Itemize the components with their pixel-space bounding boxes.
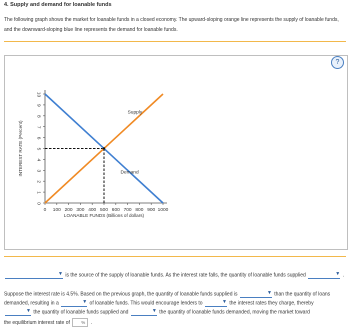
q2-text-4: of loanable funds. This would encourage lenders to (89, 300, 203, 307)
question-intro: The following graph shows the market for loanable funds in a closed economy. The upward-sloping orange line represents the supply of loanable funds, and the downward-sloping blue line represents the demand for loanable funds. (4, 17, 339, 33)
quantity-supplied-dropdown[interactable] (308, 271, 340, 279)
y-tick-label: 8 (35, 114, 41, 118)
q2-text-6: the quantity of loanable funds supplied and (33, 309, 129, 316)
question-2-line-4 (4, 318, 92, 327)
question-2-line-3 (4, 308, 310, 316)
q1-text: is the source of the supply of loanable funds. As the interest rate falls, the quantity of loanable funds supplied (65, 272, 306, 279)
q2-text-2: than the quantity of loans (274, 291, 331, 298)
graph-panel (4, 55, 348, 250)
supplied-change-dropdown[interactable] (5, 308, 31, 316)
x-tick-label: 800 (135, 208, 144, 213)
equilibrium-point (103, 147, 105, 149)
x-tick-label: 400 (88, 208, 97, 213)
x-tick-label: 1000 (157, 208, 169, 213)
supplied-comparison-dropdown[interactable] (240, 290, 272, 298)
source-dropdown[interactable] (5, 271, 63, 279)
help-icon[interactable]: ? (331, 56, 344, 69)
chevron-down-icon: ▼ (266, 290, 272, 296)
equilibrium-rate-input[interactable] (72, 318, 88, 327)
y-tick-label: 7 (35, 125, 41, 129)
demand-label: Demand (120, 170, 139, 176)
q2-text-1: Suppose the interest rate is 4.5%. Based on the previous graph, the quantity of loanable funds supplied is (4, 291, 238, 298)
x-tick-label: 500 (99, 208, 109, 213)
chevron-down-icon: ▼ (58, 271, 63, 277)
demanded-change-dropdown[interactable] (131, 308, 157, 316)
x-tick-label: 300 (76, 208, 85, 213)
y-tick-label: 2 (35, 180, 41, 184)
percent-unit: % (81, 320, 86, 325)
loanable-funds-chart (5, 56, 347, 249)
y-tick-label: 3 (35, 169, 41, 173)
x-tick-label: 200 (64, 208, 73, 213)
y-axis-label: INTEREST RATE (Percent) (18, 120, 23, 177)
q2-period: . (90, 319, 93, 326)
surplus-shortage-dropdown[interactable] (61, 299, 87, 307)
q1-period: . (342, 272, 344, 279)
y-tick-label: 9 (35, 104, 41, 107)
question-2-line-2 (4, 299, 314, 307)
chevron-down-icon: ▼ (151, 308, 157, 314)
y-tick-label: 10 (35, 91, 41, 98)
x-tick-label: 700 (123, 208, 132, 213)
q2-text-5: the interest rates they charge, thereby (229, 300, 314, 307)
y-tick-label: 6 (35, 136, 41, 140)
x-tick-label: 0 (43, 208, 47, 213)
chevron-down-icon: ▼ (82, 299, 88, 305)
question-title: 4. Supply and demand for loanable funds (4, 2, 112, 8)
y-tick-label: 4 (35, 158, 41, 162)
question-2-line-1 (4, 290, 330, 298)
y-tick-label: 0 (35, 202, 41, 205)
x-tick-label: 600 (111, 208, 120, 213)
q2-text-8: the equilibrium interest rate of (4, 319, 70, 326)
y-tick-label: 5 (35, 147, 41, 151)
divider-bottom (4, 256, 346, 257)
x-tick-label: 900 (147, 208, 156, 213)
x-axis-label: LOANABLE FUNDS (Billions of dollars) (63, 213, 145, 218)
chevron-down-icon: ▼ (222, 299, 227, 305)
chevron-down-icon: ▼ (335, 271, 341, 277)
supply-label: Supply (127, 110, 143, 116)
q2-text-7: the quantity of loanable funds demanded, moving the market toward (159, 309, 310, 316)
y-tick-label: 1 (35, 191, 41, 194)
chevron-down-icon: ▼ (26, 308, 31, 314)
question-1 (4, 271, 344, 279)
q2-text-3: demanded, resulting in a (4, 300, 59, 307)
divider-top (4, 41, 346, 42)
x-tick-label: 100 (52, 208, 61, 213)
lenders-action-dropdown[interactable] (205, 299, 227, 307)
